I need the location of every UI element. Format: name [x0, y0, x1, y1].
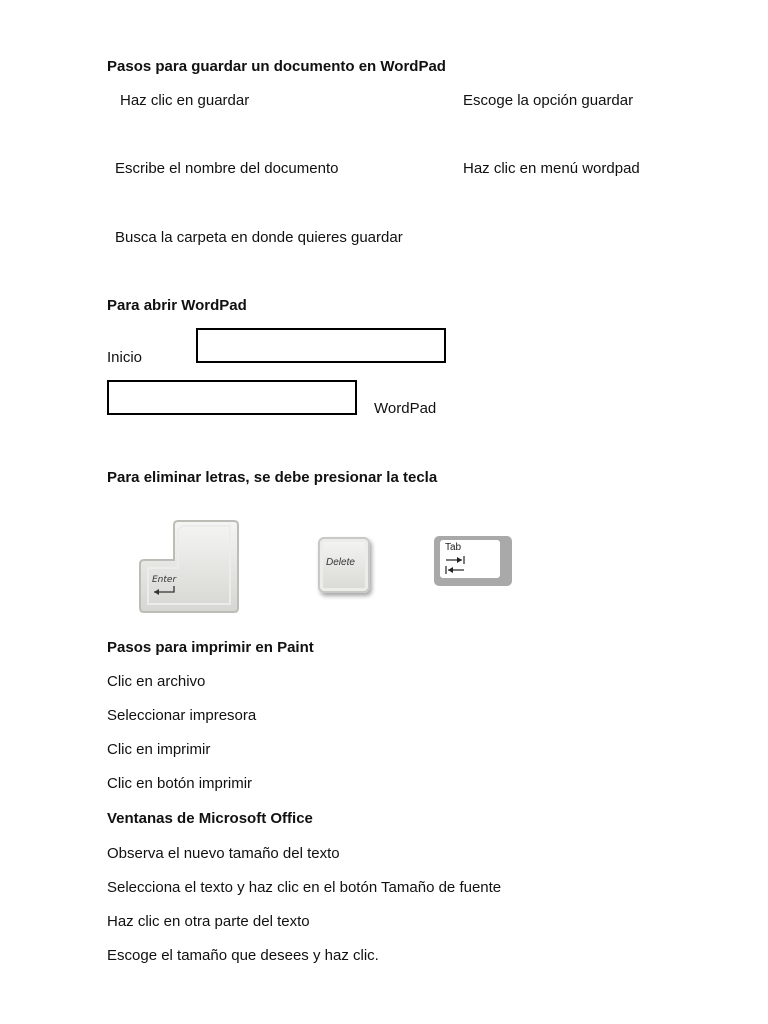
office-step-observe: Observa el nuevo tamaño del texto — [107, 845, 340, 862]
delete-key-image — [318, 537, 370, 593]
inicio-answer-box — [196, 328, 446, 363]
enter-key-image — [138, 518, 242, 616]
save-step-choose-option: Escoge la opción guardar — [463, 92, 634, 109]
office-step-choose-size: Escoge el tamaño que desees y haz clic. — [107, 947, 379, 964]
enter-key-label: Enter — [152, 575, 177, 585]
print-step-boton-imprimir: Clic en botón imprimir — [107, 775, 253, 792]
open-section-title: Para abrir WordPad — [107, 297, 247, 314]
delete-key-label: Delete — [326, 557, 355, 568]
print-step-imprimir: Clic en imprimir — [107, 741, 211, 758]
save-step-click-menu: Haz clic en menú wordpad — [463, 160, 640, 177]
save-step-click-save: Haz clic en guardar — [120, 92, 250, 109]
inicio-label: Inicio — [107, 349, 143, 366]
print-step-archivo: Clic en archivo — [107, 673, 206, 690]
tab-key-image — [434, 536, 512, 586]
wordpad-answer-box — [107, 380, 357, 415]
print-section-title: Pasos para imprimir en Paint — [107, 639, 314, 656]
office-step-click-other: Haz clic en otra parte del texto — [107, 913, 310, 930]
wordpad-label: WordPad — [374, 400, 437, 417]
print-step-impresora: Seleccionar impresora — [107, 707, 257, 724]
save-step-write-name: Escribe el nombre del documento — [115, 160, 339, 177]
office-step-select: Selecciona el texto y haz clic en el botón Tamaño de fuente — [107, 879, 502, 896]
save-section-title: Pasos para guardar un documento en WordPad — [107, 58, 446, 75]
enter-key-icon — [138, 518, 242, 616]
save-step-find-folder: Busca la carpeta en donde quieres guardar — [115, 229, 403, 246]
office-section-title: Ventanas de Microsoft Office — [107, 810, 313, 827]
tab-key-label: Tab — [445, 542, 462, 553]
tab-arrows-icon — [444, 556, 470, 576]
delete-section-title: Para eliminar letras, se debe presionar la tecla — [107, 469, 438, 486]
